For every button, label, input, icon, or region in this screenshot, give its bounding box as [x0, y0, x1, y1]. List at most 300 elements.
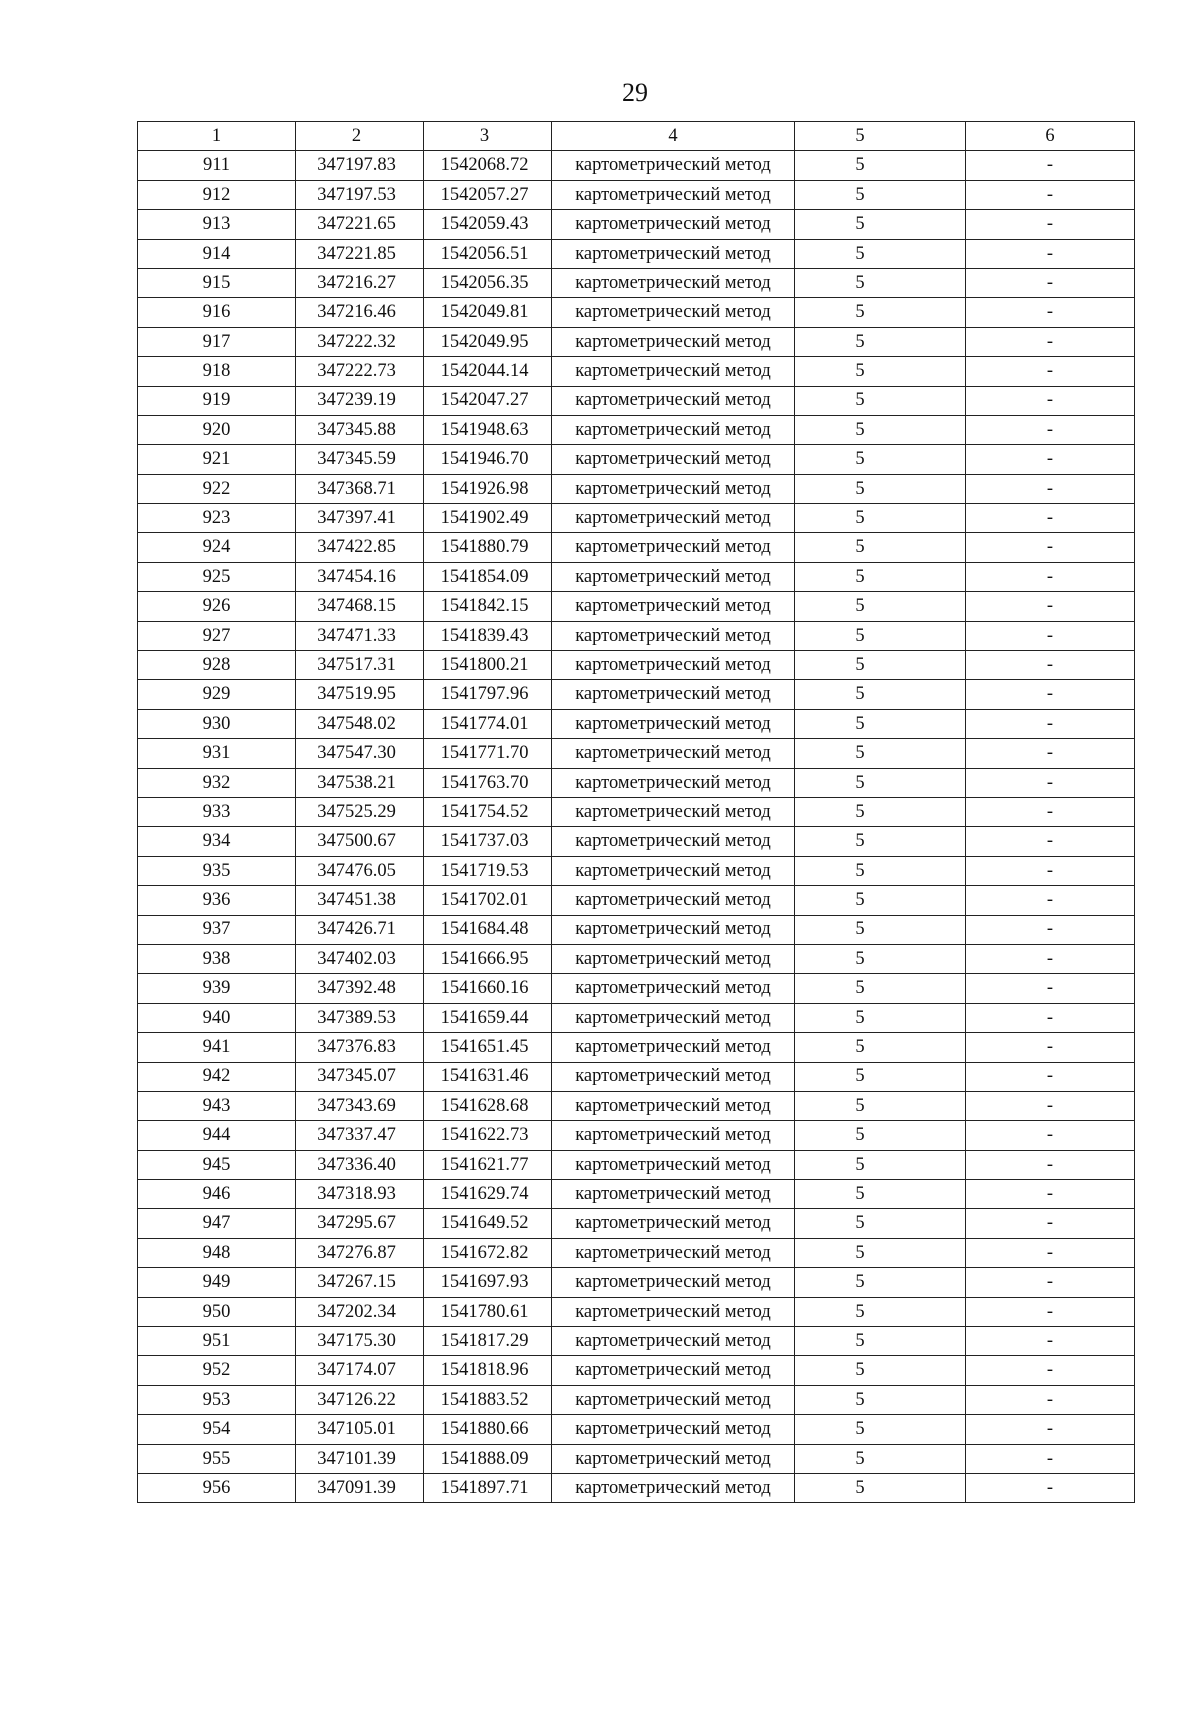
- point-number-cell: 922: [138, 474, 296, 503]
- table-row: [138, 651, 1135, 680]
- header-cell-2: 2: [296, 122, 424, 151]
- method-cell: картометрический метод: [552, 1033, 795, 1062]
- x-coordinate-cell: 347295.67: [296, 1209, 424, 1238]
- x-coordinate-cell: 347222.32: [296, 327, 424, 356]
- method-cell: картометрический метод: [552, 974, 795, 1003]
- point-number-cell: 942: [138, 1062, 296, 1091]
- point-number-cell: 916: [138, 298, 296, 327]
- y-coordinate-cell: 1541660.16: [424, 974, 552, 1003]
- table-row: [138, 1150, 1135, 1179]
- method-cell: картометрический метод: [552, 680, 795, 709]
- method-cell: картометрический метод: [552, 1062, 795, 1091]
- method-cell: картометрический метод: [552, 1297, 795, 1326]
- accuracy-cell: 5: [795, 1091, 966, 1120]
- accuracy-cell: 5: [795, 1473, 966, 1502]
- accuracy-cell: 5: [795, 445, 966, 474]
- point-number-cell: 948: [138, 1238, 296, 1267]
- point-number-cell: 938: [138, 944, 296, 973]
- accuracy-cell: 5: [795, 1268, 966, 1297]
- y-coordinate-cell: 1541631.46: [424, 1062, 552, 1091]
- point-number-cell: 940: [138, 1003, 296, 1032]
- accuracy-cell: 5: [795, 151, 966, 180]
- accuracy-cell: 5: [795, 621, 966, 650]
- table-row: [138, 415, 1135, 444]
- y-coordinate-cell: 1542049.95: [424, 327, 552, 356]
- x-coordinate-cell: 347426.71: [296, 915, 424, 944]
- note-cell: -: [966, 239, 1135, 268]
- note-cell: -: [966, 298, 1135, 327]
- y-coordinate-cell: 1542044.14: [424, 357, 552, 386]
- accuracy-cell: 5: [795, 1150, 966, 1179]
- table-row: [138, 1238, 1135, 1267]
- x-coordinate-cell: 347343.69: [296, 1091, 424, 1120]
- point-number-cell: 944: [138, 1121, 296, 1150]
- note-cell: -: [966, 709, 1135, 738]
- method-cell: картометрический метод: [552, 1356, 795, 1385]
- method-cell: картометрический метод: [552, 915, 795, 944]
- accuracy-cell: 5: [795, 1356, 966, 1385]
- note-cell: -: [966, 768, 1135, 797]
- table-row: [138, 386, 1135, 415]
- method-cell: картометрический метод: [552, 1209, 795, 1238]
- point-number-cell: 939: [138, 974, 296, 1003]
- table-row: [138, 1385, 1135, 1414]
- method-cell: картометрический метод: [552, 268, 795, 297]
- method-cell: картометрический метод: [552, 386, 795, 415]
- note-cell: -: [966, 415, 1135, 444]
- y-coordinate-cell: 1541651.45: [424, 1033, 552, 1062]
- table-row: [138, 856, 1135, 885]
- method-cell: картометрический метод: [552, 151, 795, 180]
- method-cell: картометрический метод: [552, 886, 795, 915]
- point-number-cell: 953: [138, 1385, 296, 1414]
- method-cell: картометрический метод: [552, 856, 795, 885]
- y-coordinate-cell: 1542049.81: [424, 298, 552, 327]
- y-coordinate-cell: 1541754.52: [424, 797, 552, 826]
- table-row: [138, 1121, 1135, 1150]
- point-number-cell: 912: [138, 180, 296, 209]
- y-coordinate-cell: 1541797.96: [424, 680, 552, 709]
- point-number-cell: 926: [138, 592, 296, 621]
- x-coordinate-cell: 347126.22: [296, 1385, 424, 1414]
- coordinates-table-container: [137, 121, 1134, 1503]
- y-coordinate-cell: 1541697.93: [424, 1268, 552, 1297]
- x-coordinate-cell: 347345.88: [296, 415, 424, 444]
- point-number-cell: 949: [138, 1268, 296, 1297]
- accuracy-cell: 5: [795, 797, 966, 826]
- method-cell: картометрический метод: [552, 239, 795, 268]
- accuracy-cell: 5: [795, 1062, 966, 1091]
- point-number-cell: 921: [138, 445, 296, 474]
- method-cell: картометрический метод: [552, 357, 795, 386]
- x-coordinate-cell: 347174.07: [296, 1356, 424, 1385]
- method-cell: картометрический метод: [552, 210, 795, 239]
- x-coordinate-cell: 347368.71: [296, 474, 424, 503]
- point-number-cell: 947: [138, 1209, 296, 1238]
- y-coordinate-cell: 1541702.01: [424, 886, 552, 915]
- y-coordinate-cell: 1541880.79: [424, 533, 552, 562]
- accuracy-cell: 5: [795, 974, 966, 1003]
- note-cell: -: [966, 327, 1135, 356]
- method-cell: картометрический метод: [552, 533, 795, 562]
- x-coordinate-cell: 347389.53: [296, 1003, 424, 1032]
- y-coordinate-cell: 1541883.52: [424, 1385, 552, 1414]
- method-cell: картометрический метод: [552, 709, 795, 738]
- table-row: [138, 680, 1135, 709]
- table-row: [138, 621, 1135, 650]
- method-cell: картометрический метод: [552, 621, 795, 650]
- point-number-cell: 955: [138, 1444, 296, 1473]
- note-cell: -: [966, 1209, 1135, 1238]
- point-number-cell: 917: [138, 327, 296, 356]
- y-coordinate-cell: 1541774.01: [424, 709, 552, 738]
- x-coordinate-cell: 347336.40: [296, 1150, 424, 1179]
- note-cell: -: [966, 1268, 1135, 1297]
- note-cell: -: [966, 1356, 1135, 1385]
- note-cell: -: [966, 739, 1135, 768]
- note-cell: -: [966, 1003, 1135, 1032]
- accuracy-cell: 5: [795, 1209, 966, 1238]
- accuracy-cell: 5: [795, 1121, 966, 1150]
- y-coordinate-cell: 1541621.77: [424, 1150, 552, 1179]
- x-coordinate-cell: 347471.33: [296, 621, 424, 650]
- table-row: [138, 504, 1135, 533]
- y-coordinate-cell: 1541780.61: [424, 1297, 552, 1326]
- y-coordinate-cell: 1541800.21: [424, 651, 552, 680]
- accuracy-cell: 5: [795, 327, 966, 356]
- table-row: [138, 562, 1135, 591]
- y-coordinate-cell: 1542056.51: [424, 239, 552, 268]
- y-coordinate-cell: 1542057.27: [424, 180, 552, 209]
- method-cell: картометрический метод: [552, 651, 795, 680]
- table-row: [138, 768, 1135, 797]
- note-cell: -: [966, 915, 1135, 944]
- x-coordinate-cell: 347519.95: [296, 680, 424, 709]
- note-cell: -: [966, 886, 1135, 915]
- accuracy-cell: 5: [795, 1385, 966, 1414]
- note-cell: -: [966, 210, 1135, 239]
- accuracy-cell: 5: [795, 180, 966, 209]
- x-coordinate-cell: 347221.65: [296, 210, 424, 239]
- table-row: [138, 944, 1135, 973]
- table-row: [138, 1297, 1135, 1326]
- accuracy-cell: 5: [795, 886, 966, 915]
- table-row: [138, 180, 1135, 209]
- coordinates-table-body: [138, 122, 1135, 1503]
- table-row: [138, 1444, 1135, 1473]
- table-row: [138, 915, 1135, 944]
- point-number-cell: 941: [138, 1033, 296, 1062]
- x-coordinate-cell: 347376.83: [296, 1033, 424, 1062]
- note-cell: -: [966, 474, 1135, 503]
- note-cell: -: [966, 1327, 1135, 1356]
- accuracy-cell: 5: [795, 592, 966, 621]
- table-row: [138, 709, 1135, 738]
- point-number-cell: 923: [138, 504, 296, 533]
- header-cell-5: 5: [795, 122, 966, 151]
- y-coordinate-cell: 1541672.82: [424, 1238, 552, 1267]
- point-number-cell: 951: [138, 1327, 296, 1356]
- method-cell: картометрический метод: [552, 562, 795, 591]
- point-number-cell: 956: [138, 1473, 296, 1502]
- table-row: [138, 210, 1135, 239]
- note-cell: -: [966, 1033, 1135, 1062]
- point-number-cell: 919: [138, 386, 296, 415]
- x-coordinate-cell: 347525.29: [296, 797, 424, 826]
- point-number-cell: 946: [138, 1180, 296, 1209]
- point-number-cell: 924: [138, 533, 296, 562]
- table-row: [138, 1033, 1135, 1062]
- note-cell: -: [966, 1180, 1135, 1209]
- point-number-cell: 911: [138, 151, 296, 180]
- point-number-cell: 945: [138, 1150, 296, 1179]
- note-cell: -: [966, 1297, 1135, 1326]
- table-row: [138, 445, 1135, 474]
- accuracy-cell: 5: [795, 1238, 966, 1267]
- note-cell: -: [966, 1473, 1135, 1502]
- y-coordinate-cell: 1541839.43: [424, 621, 552, 650]
- note-cell: -: [966, 1385, 1135, 1414]
- y-coordinate-cell: 1541737.03: [424, 827, 552, 856]
- method-cell: картометрический метод: [552, 827, 795, 856]
- point-number-cell: 928: [138, 651, 296, 680]
- table-row: [138, 1091, 1135, 1120]
- x-coordinate-cell: 347402.03: [296, 944, 424, 973]
- method-cell: картометрический метод: [552, 445, 795, 474]
- accuracy-cell: 5: [795, 415, 966, 444]
- accuracy-cell: 5: [795, 474, 966, 503]
- point-number-cell: 930: [138, 709, 296, 738]
- accuracy-cell: 5: [795, 680, 966, 709]
- table-row: [138, 151, 1135, 180]
- method-cell: картометрический метод: [552, 1327, 795, 1356]
- note-cell: -: [966, 504, 1135, 533]
- accuracy-cell: 5: [795, 1003, 966, 1032]
- point-number-cell: 950: [138, 1297, 296, 1326]
- x-coordinate-cell: 347276.87: [296, 1238, 424, 1267]
- point-number-cell: 943: [138, 1091, 296, 1120]
- table-row: [138, 1356, 1135, 1385]
- note-cell: -: [966, 797, 1135, 826]
- y-coordinate-cell: 1542068.72: [424, 151, 552, 180]
- note-cell: -: [966, 562, 1135, 591]
- accuracy-cell: 5: [795, 298, 966, 327]
- point-number-cell: 935: [138, 856, 296, 885]
- x-coordinate-cell: 347105.01: [296, 1415, 424, 1444]
- point-number-cell: 915: [138, 268, 296, 297]
- y-coordinate-cell: 1541622.73: [424, 1121, 552, 1150]
- x-coordinate-cell: 347454.16: [296, 562, 424, 591]
- x-coordinate-cell: 347538.21: [296, 768, 424, 797]
- table-row: [138, 1415, 1135, 1444]
- table-row: [138, 239, 1135, 268]
- method-cell: картометрический метод: [552, 592, 795, 621]
- note-cell: -: [966, 357, 1135, 386]
- x-coordinate-cell: 347267.15: [296, 1268, 424, 1297]
- method-cell: картометрический метод: [552, 1444, 795, 1473]
- accuracy-cell: 5: [795, 1444, 966, 1473]
- note-cell: -: [966, 621, 1135, 650]
- note-cell: -: [966, 180, 1135, 209]
- header-cell-1: 1: [138, 122, 296, 151]
- accuracy-cell: 5: [795, 386, 966, 415]
- method-cell: картометрический метод: [552, 1003, 795, 1032]
- x-coordinate-cell: 347216.27: [296, 268, 424, 297]
- y-coordinate-cell: 1541649.52: [424, 1209, 552, 1238]
- note-cell: -: [966, 827, 1135, 856]
- note-cell: -: [966, 1238, 1135, 1267]
- note-cell: -: [966, 1091, 1135, 1120]
- method-cell: картометрический метод: [552, 1268, 795, 1297]
- y-coordinate-cell: 1541842.15: [424, 592, 552, 621]
- table-row: [138, 298, 1135, 327]
- point-number-cell: 927: [138, 621, 296, 650]
- note-cell: -: [966, 680, 1135, 709]
- x-coordinate-cell: 347175.30: [296, 1327, 424, 1356]
- x-coordinate-cell: 347216.46: [296, 298, 424, 327]
- y-coordinate-cell: 1541666.95: [424, 944, 552, 973]
- method-cell: картометрический метод: [552, 1238, 795, 1267]
- table-row: [138, 1327, 1135, 1356]
- x-coordinate-cell: 347222.73: [296, 357, 424, 386]
- table-row: [138, 886, 1135, 915]
- y-coordinate-cell: 1541926.98: [424, 474, 552, 503]
- y-coordinate-cell: 1541817.29: [424, 1327, 552, 1356]
- y-coordinate-cell: 1541719.53: [424, 856, 552, 885]
- note-cell: -: [966, 1415, 1135, 1444]
- table-row: [138, 357, 1135, 386]
- note-cell: -: [966, 944, 1135, 973]
- x-coordinate-cell: 347337.47: [296, 1121, 424, 1150]
- point-number-cell: 934: [138, 827, 296, 856]
- y-coordinate-cell: 1541948.63: [424, 415, 552, 444]
- x-coordinate-cell: 347239.19: [296, 386, 424, 415]
- note-cell: -: [966, 386, 1135, 415]
- point-number-cell: 932: [138, 768, 296, 797]
- accuracy-cell: 5: [795, 709, 966, 738]
- point-number-cell: 954: [138, 1415, 296, 1444]
- accuracy-cell: 5: [795, 1415, 966, 1444]
- y-coordinate-cell: 1542056.35: [424, 268, 552, 297]
- table-row: [138, 1003, 1135, 1032]
- accuracy-cell: 5: [795, 562, 966, 591]
- y-coordinate-cell: 1541902.49: [424, 504, 552, 533]
- table-row: [138, 268, 1135, 297]
- method-cell: картометрический метод: [552, 415, 795, 444]
- method-cell: картометрический метод: [552, 797, 795, 826]
- table-row: [138, 974, 1135, 1003]
- table-row: [138, 1062, 1135, 1091]
- method-cell: картометрический метод: [552, 474, 795, 503]
- table-row: [138, 327, 1135, 356]
- y-coordinate-cell: 1541818.96: [424, 1356, 552, 1385]
- y-coordinate-cell: 1542047.27: [424, 386, 552, 415]
- x-coordinate-cell: 347221.85: [296, 239, 424, 268]
- y-coordinate-cell: 1541763.70: [424, 768, 552, 797]
- method-cell: картометрический метод: [552, 944, 795, 973]
- note-cell: -: [966, 533, 1135, 562]
- method-cell: картометрический метод: [552, 1091, 795, 1120]
- page-number: 29: [622, 78, 648, 107]
- accuracy-cell: 5: [795, 1180, 966, 1209]
- coordinates-table: [137, 121, 1135, 1503]
- accuracy-cell: 5: [795, 651, 966, 680]
- note-cell: -: [966, 1150, 1135, 1179]
- header-cell-6: 6: [966, 122, 1135, 151]
- accuracy-cell: 5: [795, 1033, 966, 1062]
- accuracy-cell: 5: [795, 915, 966, 944]
- x-coordinate-cell: 347397.41: [296, 504, 424, 533]
- table-row: [138, 474, 1135, 503]
- accuracy-cell: 5: [795, 856, 966, 885]
- method-cell: картометрический метод: [552, 180, 795, 209]
- table-row: [138, 592, 1135, 621]
- x-coordinate-cell: 347197.53: [296, 180, 424, 209]
- y-coordinate-cell: 1541659.44: [424, 1003, 552, 1032]
- x-coordinate-cell: 347468.15: [296, 592, 424, 621]
- x-coordinate-cell: 347197.83: [296, 151, 424, 180]
- point-number-cell: 952: [138, 1356, 296, 1385]
- point-number-cell: 933: [138, 797, 296, 826]
- point-number-cell: 913: [138, 210, 296, 239]
- x-coordinate-cell: 347345.07: [296, 1062, 424, 1091]
- accuracy-cell: 5: [795, 944, 966, 973]
- y-coordinate-cell: 1541946.70: [424, 445, 552, 474]
- x-coordinate-cell: 347392.48: [296, 974, 424, 1003]
- note-cell: -: [966, 1444, 1135, 1473]
- method-cell: картометрический метод: [552, 504, 795, 533]
- accuracy-cell: 5: [795, 357, 966, 386]
- x-coordinate-cell: 347101.39: [296, 1444, 424, 1473]
- x-coordinate-cell: 347476.05: [296, 856, 424, 885]
- x-coordinate-cell: 347548.02: [296, 709, 424, 738]
- table-row: [138, 827, 1135, 856]
- y-coordinate-cell: 1541628.68: [424, 1091, 552, 1120]
- accuracy-cell: 5: [795, 1327, 966, 1356]
- method-cell: картометрический метод: [552, 298, 795, 327]
- y-coordinate-cell: 1541684.48: [424, 915, 552, 944]
- method-cell: картометрический метод: [552, 1180, 795, 1209]
- x-coordinate-cell: 347547.30: [296, 739, 424, 768]
- method-cell: картометрический метод: [552, 1473, 795, 1502]
- accuracy-cell: 5: [795, 504, 966, 533]
- y-coordinate-cell: 1542059.43: [424, 210, 552, 239]
- header-cell-4: 4: [552, 122, 795, 151]
- note-cell: -: [966, 1121, 1135, 1150]
- note-cell: -: [966, 651, 1135, 680]
- table-row: [138, 1473, 1135, 1502]
- point-number-cell: 914: [138, 239, 296, 268]
- accuracy-cell: 5: [795, 210, 966, 239]
- note-cell: -: [966, 268, 1135, 297]
- point-number-cell: 920: [138, 415, 296, 444]
- x-coordinate-cell: 347451.38: [296, 886, 424, 915]
- point-number-cell: 929: [138, 680, 296, 709]
- method-cell: картометрический метод: [552, 1121, 795, 1150]
- table-row: [138, 797, 1135, 826]
- y-coordinate-cell: 1541897.71: [424, 1473, 552, 1502]
- x-coordinate-cell: 347500.67: [296, 827, 424, 856]
- point-number-cell: 925: [138, 562, 296, 591]
- note-cell: -: [966, 1062, 1135, 1091]
- method-cell: картометрический метод: [552, 1150, 795, 1179]
- table-row: [138, 1180, 1135, 1209]
- accuracy-cell: 5: [795, 239, 966, 268]
- x-coordinate-cell: 347517.31: [296, 651, 424, 680]
- x-coordinate-cell: 347345.59: [296, 445, 424, 474]
- method-cell: картометрический метод: [552, 327, 795, 356]
- table-row: [138, 739, 1135, 768]
